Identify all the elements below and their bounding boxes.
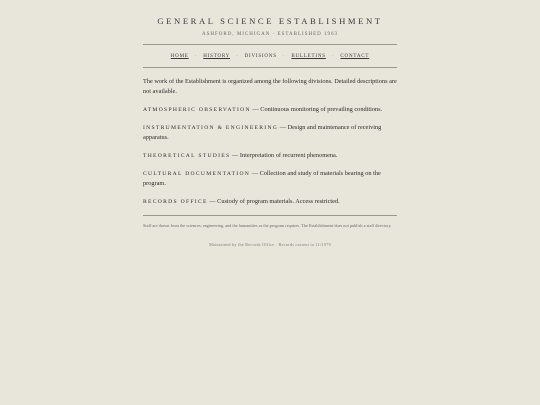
- footer-divider: [143, 215, 397, 216]
- division-cultural: [143, 169, 397, 189]
- nav-separator: ·: [194, 54, 198, 59]
- nav-divisions-current: DIVISIONS: [244, 54, 277, 59]
- division-desc: — Design and maintenance of receiving apparatus.: [143, 124, 382, 141]
- nav-history-link[interactable]: HISTORY: [203, 54, 230, 59]
- staff-note: Staff are drawn from the sciences, engineering, and the humanities as the program requires. The Establishment does not publish a staff directory.: [143, 223, 392, 228]
- nav-separator: ·: [331, 54, 335, 59]
- division-theoretical: [143, 151, 397, 161]
- division-instrumentation: [143, 123, 397, 143]
- nav-bulletins-link[interactable]: BULLETINS: [291, 54, 326, 59]
- division-desc: — Custody of program materials. Access restricted.: [207, 198, 340, 205]
- division-name: THEORETICAL STUDIES: [143, 153, 231, 159]
- division-records: [143, 197, 397, 207]
- division-desc: — Continuous monitoring of prevailing conditions.: [250, 106, 383, 113]
- division-name: RECORDS OFFICE: [143, 199, 208, 205]
- site-subtitle: ASHFORD, MICHIGAN · ESTABLISHED 1963: [201, 32, 339, 37]
- nav-bar: [143, 45, 397, 67]
- nav-separator: ·: [282, 54, 286, 59]
- nav-divider: [143, 67, 397, 68]
- nav-home-link[interactable]: HOME: [170, 54, 189, 59]
- division-desc: — Interpretation of recurrent phenomena.: [230, 152, 338, 159]
- nav-separator: ·: [236, 54, 239, 59]
- division-desc: — Collection and study of materials bearing on the program.: [143, 170, 381, 187]
- division-name: CULTURAL DOCUMENTATION: [143, 171, 251, 177]
- intro-text: The work of the Establishment is organized among the following divisions. Detailed descriptions are not available.: [143, 78, 397, 95]
- page: [143, 0, 397, 247]
- division-atmospheric: [143, 105, 397, 115]
- division-name: ATMOSPHERIC OBSERVATION: [143, 107, 251, 113]
- site-title: GENERAL SCIENCE ESTABLISHMENT: [157, 16, 383, 26]
- division-name: INSTRUMENTATION & ENGINEERING: [143, 125, 279, 131]
- maintained-notice: Maintained by the Records Office · Records current to 11/1979: [209, 241, 331, 247]
- nav-contact-link[interactable]: CONTACT: [340, 54, 370, 59]
